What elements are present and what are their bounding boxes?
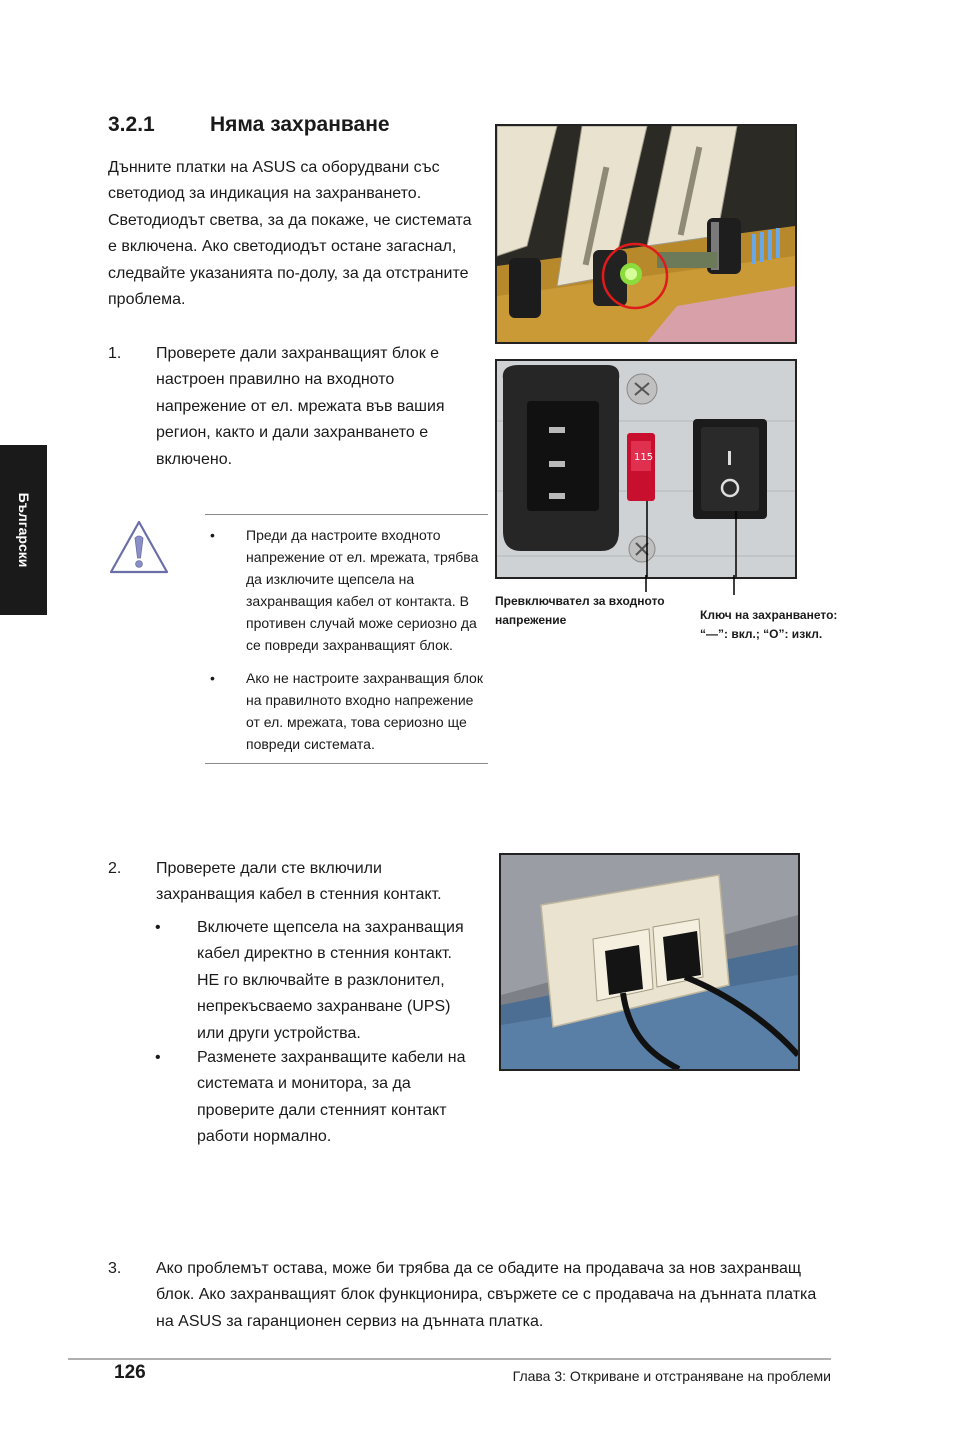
intro-paragraph: Дънните платки на ASUS са оборудвани със светодиод за индикация на захранването. Светодиодът светва, за да покаже, че системата е включена. Ако светодиодът остане загаснал, следвайте указанията по-долу, за да отстраните проблема. bbox=[108, 159, 472, 309]
bullet-dot: • bbox=[155, 919, 161, 936]
power-key-callout: Ключ на захранването: “—”: вкл.; “O”: изкл. bbox=[700, 608, 838, 641]
section-title: Няма захранване bbox=[210, 113, 390, 136]
section-number: 3.2.1 bbox=[108, 113, 155, 136]
language-side-tab-label: Български bbox=[15, 492, 32, 568]
section-heading bbox=[108, 113, 390, 137]
motherboard-led-photo bbox=[495, 124, 797, 344]
bullet-dot: • bbox=[210, 527, 215, 543]
bullet-dot: • bbox=[155, 1049, 161, 1066]
bullet-dot: • bbox=[210, 670, 215, 686]
step-1-number: 1. bbox=[108, 345, 122, 362]
voltage-switch-callout: Превключвател за входното напрежение bbox=[495, 594, 665, 627]
step-2-bullet-text: Включете щепсела на захранващия кабел директно в стенния контакт. НЕ го включвайте в разклонител, непрекъсваемо захранване (UPS) или други устройства. bbox=[197, 919, 464, 1042]
power-supply-back-photo bbox=[495, 359, 797, 579]
chapter-footer: Глава 3: Откриване и отстраняване на проблеми bbox=[512, 1368, 831, 1384]
step-3-text: Ако проблемът остава, може би трябва да се обадите на продавача за нов захранващ блок. Ако захранващият блок функционира, свържете се с продавача на дънната платка на ASUS за гаранционен сервиз на дънната платка. bbox=[156, 1260, 817, 1330]
warning-triangle-icon bbox=[108, 518, 170, 581]
language-side-tab bbox=[0, 445, 47, 615]
switch-marking: 115 bbox=[634, 452, 654, 463]
step-2-text: Проверете дали сте включили захранващия кабел в стенния контакт. bbox=[156, 860, 442, 904]
step-2-number: 2. bbox=[108, 860, 122, 877]
step-3-number: 3. bbox=[108, 1260, 122, 1277]
step-1-text: Проверете дали захранващият блок е настроен правилно на входното напрежение от ел. мрежата във вашия регион, както и дали захранването е включено. bbox=[156, 345, 445, 468]
footer-divider bbox=[68, 1358, 831, 1360]
wall-outlet-photo bbox=[499, 853, 800, 1071]
page-number: 126 bbox=[114, 1362, 146, 1383]
step-2-bullet-text: Разменете захранващите кабели на системата и монитора, за да проверите дали стенният контакт работи нормално. bbox=[197, 1049, 466, 1146]
warning-item-text: Преди да настроите входното напрежение от ел. мрежата, трябва да изключите щепсела на захранващия кабел от контакта. В противен случай може сериозно да се повреди захранващият блок. bbox=[246, 527, 479, 653]
warning-item-text: Ако не настроите захранващия блок на правилното входно напрежение от ел. мрежата, това сериозно ще повреди системата. bbox=[246, 670, 483, 752]
